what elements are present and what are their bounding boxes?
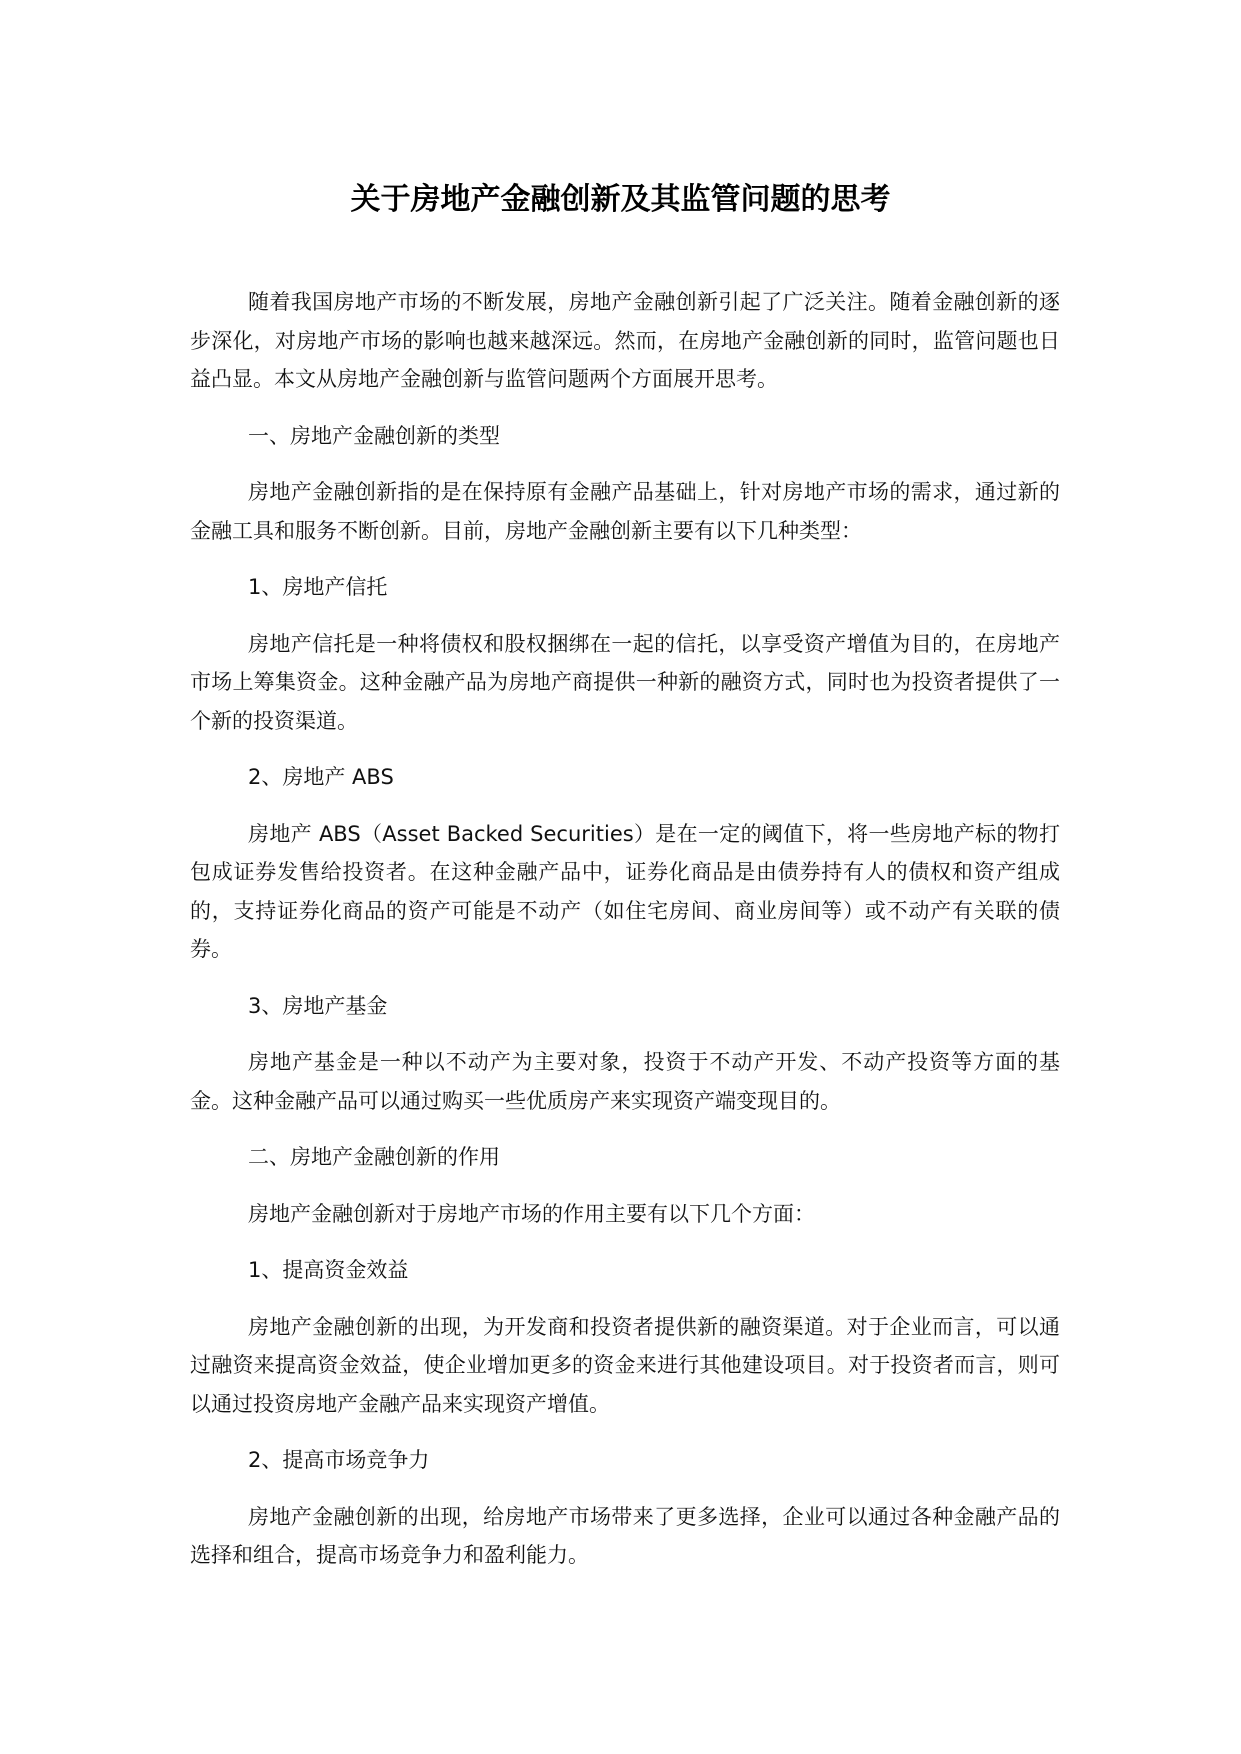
subheading-trust: 1、房地产信托 xyxy=(248,575,388,599)
paragraph-fund: 房地产基金是一种以不动产为主要对象，投资于不动产开发、不动产投资等方面的基金。这种金融产品可以通过购买一些优质房产来实现资产端变现目的。 xyxy=(190,1050,1060,1113)
paragraph-roles-intro: 房地产金融创新对于房地产市场的作用主要有以下几个方面： xyxy=(248,1201,815,1226)
subheading-competitiveness: 2、提高市场竞争力 xyxy=(248,1448,430,1472)
paragraph-efficiency: 房地产金融创新的出现，为开发商和投资者提供新的融资渠道。对于企业而言，可以通过融资来提高资金效益，使企业增加更多的资金来进行其他建设项目。对于投资者而言，则可以通过投资房地产金融产品来实现资产增值。 xyxy=(190,1314,1060,1416)
subheading-efficiency: 1、提高资金效益 xyxy=(248,1258,409,1282)
section-heading-types: 一、房地产金融创新的类型 xyxy=(248,423,500,448)
paragraph-types-intro: 房地产金融创新指的是在保持原有金融产品基础上，针对房地产市场的需求，通过新的金融工具和服务不断创新。目前，房地产金融创新主要有以下几种类型： xyxy=(190,480,1060,543)
document-title: 关于房地产金融创新及其监管问题的思考 xyxy=(350,182,891,217)
subheading-fund: 3、房地产基金 xyxy=(248,993,388,1018)
section-heading-roles: 二、房地产金融创新的作用 xyxy=(248,1145,500,1169)
document-body xyxy=(190,283,1060,1593)
paragraph-competitiveness: 房地产金融创新的出现，给房地产市场带来了更多选择，企业可以通过各种金融产品的选择和组合，提高市场竞争力和盈利能力。 xyxy=(190,1504,1060,1567)
paragraph-abs: 房地产 ABS（Asset Backed Securities）是在一定的阈值下，将一些房地产标的物打包成证券发售给投资者。在这种金融产品中，证券化商品是由债券持有人的债权和资产组成的，支持证券化商品的资产可能是不动产（如住宅房间、商业房间等）或不动产有关联的债券。 xyxy=(190,821,1060,961)
paragraph-trust: 房地产信托是一种将债权和股权捆绑在一起的信托，以享受资产增值为目的，在房地产市场上筹集资金。这种金融产品为房地产商提供一种新的融资方式，同时也为投资者提供了一个新的投资渠道。 xyxy=(190,631,1060,733)
paragraph-intro: 随着我国房地产市场的不断发展，房地产金融创新引起了广泛关注。随着金融创新的逐步深化，对房地产市场的影响也越来越深远。然而，在房地产金融创新的同时，监管问题也日益凸显。本文从房地产金融创新与监管问题两个方面展开思考。 xyxy=(190,290,1060,391)
subheading-abs: 2、房地产 ABS xyxy=(248,765,394,789)
